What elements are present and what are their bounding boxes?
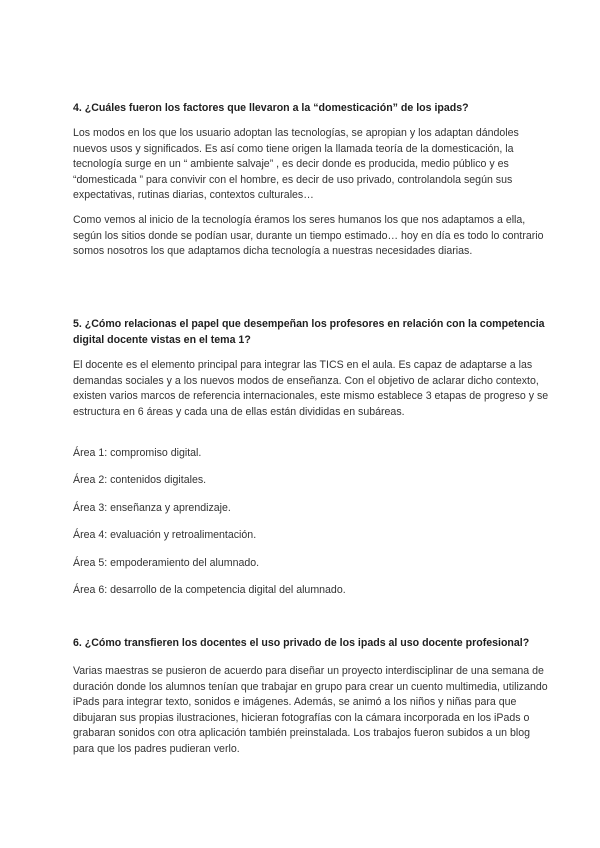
- question-4-section: [73, 101, 552, 117]
- question-4-answer-p1: [73, 126, 552, 204]
- area-2: [73, 473, 552, 489]
- answer-paragraph: Como vemos al inicio de la tecnología éramos los seres humanos los que nos adaptamos a ella, según los sitios donde se podían usar, durante un tiempo estimado… hoy en día es todo lo contrario somos nosotros los que adaptamos dicha tecnología a nuestras necesidades diarias.: [73, 214, 544, 257]
- area-4: [73, 528, 552, 544]
- question-5-section: [73, 317, 552, 348]
- area-3: [73, 501, 552, 517]
- answer-paragraph: Los modos en los que los usuario adoptan las tecnologías, se apropian y los adaptan dándoles nuevos usos y significados. Es así como tiene origen la llamada teoría de la domesticación, la tecnología surge en un “ ambiente salvaje” , es decir donde es producida, medio público y es “domesticada ” para convivir con el hombre, es decir de uso privado, controlandola según sus expectativas, rutinas diarias, contextos culturales…: [73, 127, 519, 201]
- area-item: Área 6: desarrollo de la competencia digital del alumnado.: [73, 584, 346, 596]
- area-item: Área 1: compromiso digital.: [73, 447, 202, 459]
- area-6: [73, 583, 552, 599]
- question-5-intro: [73, 358, 552, 420]
- question-4-title: 4. ¿Cuáles fueron los factores que llevaron a la “domesticación” de los ipads?: [73, 102, 469, 114]
- question-4-answer-p2: [73, 213, 552, 260]
- area-1: [73, 446, 552, 462]
- area-item: Área 5: empoderamiento del alumnado.: [73, 557, 260, 569]
- area-item: Área 2: contenidos digitales.: [73, 474, 207, 486]
- question-6-section: [73, 636, 552, 652]
- answer-paragraph: Varias maestras se pusieron de acuerdo para diseñar un proyecto interdisciplinar de una semana de duración donde los alumnos tenían que trabajar en grupo para crear un cuento multimedia, utilizando iPads para integrar texto, sonidos e imágenes. Además, se animó a los niños y niñas para que dibujaran sus propias ilustraciones, hicieran fotografías con la cámara incorporada en los iPads o grabaran sonidos con otra aplicación también preinstalada. Los trabajos fueron subidos a un blog para que los padres pudieran verlo.: [73, 665, 548, 755]
- question-6-answer: [73, 664, 552, 757]
- question-6-title: 6. ¿Cómo transfieren los docentes el uso privado de los ipads al uso docente profesional?: [73, 637, 530, 649]
- question-5-title: 5. ¿Cómo relacionas el papel que desempeñan los profesores en relación con la competencia digital docente vistas en el tema 1?: [73, 318, 545, 346]
- area-5: [73, 556, 552, 572]
- area-item: Área 3: enseñanza y aprendizaje.: [73, 502, 231, 514]
- answer-paragraph: El docente es el elemento principal para integrar las TICS en el aula. Es capaz de adaptarse a las demandas sociales y a los nuevos modos de enseñanza. Con el objetivo de aclarar dicho contexto, existen varios marcos de referencia internacionales, este mismo establece 3 etapas de progreso y se estructura en 6 áreas y cada una de ellas están divididas en subáreas.: [73, 359, 549, 418]
- area-item: Área 4: evaluación y retroalimentación.: [73, 529, 257, 541]
